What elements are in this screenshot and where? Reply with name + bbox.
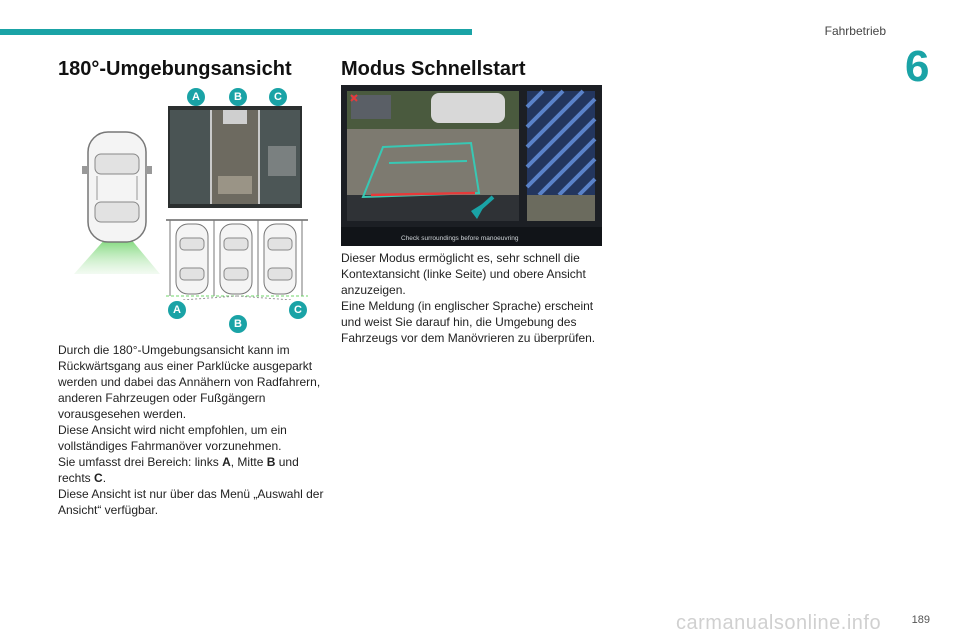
section-name: Fahrbetrieb — [824, 24, 886, 38]
label-b-bottom-badge: B — [229, 315, 247, 333]
header-accent-bar — [0, 29, 472, 35]
quick-start-screen-image — [341, 85, 602, 246]
watermark: carmanualsonline.info — [676, 612, 882, 634]
label-c-top-badge: C — [269, 88, 287, 106]
car-rear-view-illustration — [68, 128, 168, 278]
areas-text-end: . — [102, 471, 107, 485]
label-c-bottom-badge: C — [289, 301, 307, 319]
camera-180-view-image — [168, 106, 302, 208]
screen-warning-message: Check surroundings before manoeuvring — [401, 235, 519, 242]
right-body-text — [341, 250, 611, 346]
paragraph-warning-message: Eine Meldung (in englischer Sprache) erscheint und weist Sie darauf hin, die Umgebung des Fahrzeugs vor dem Manövrieren zu überprüfen. — [341, 299, 596, 345]
page-number: 189 — [911, 614, 930, 626]
paragraph-menu: Diese Ansicht ist nur über das Menü „Auswahl der Ansicht“ verfügbar. — [58, 487, 324, 517]
label-a-top-badge: A — [187, 88, 205, 106]
paragraph-areas — [58, 454, 330, 486]
left-body-text — [58, 342, 330, 518]
paragraph-intro: Durch die 180°-Umgebungsansicht kann im Rückwärtsgang aus einer Parklücke ausgeparkt werden und dabei das Annähern von Radfahrern, anderen Fahrzeugen oder Fußgängern vorausgesehen werden. — [58, 343, 321, 421]
label-b-top-badge: B — [229, 88, 247, 106]
parking-bays-illustration — [162, 218, 312, 300]
label-a-bottom-badge: A — [168, 301, 186, 319]
paragraph-not-recommended: Diese Ansicht wird nicht empfohlen, um ein vollständiges Fahrmanöver vorzunehmen. — [58, 423, 287, 453]
area-b-label: B — [266, 455, 276, 469]
area-c-label: C — [94, 471, 103, 485]
paragraph-quick-mode: Dieser Modus ermöglicht es, sehr schnell die Kontextansicht (linke Seite) und obere Ansicht anzuzeigen. — [341, 251, 586, 297]
areas-text-mid1: , Mitte — [230, 455, 267, 469]
left-section-title: 180°-Umgebungsansicht — [58, 58, 292, 80]
area-a-label: A — [222, 455, 231, 469]
areas-text-mid2: und rechts — [58, 455, 299, 485]
right-section-title: Modus Schnellstart — [341, 58, 526, 80]
areas-text-pre: Sie umfasst drei Bereich: links — [58, 455, 223, 469]
chapter-number: 6 — [905, 42, 930, 91]
